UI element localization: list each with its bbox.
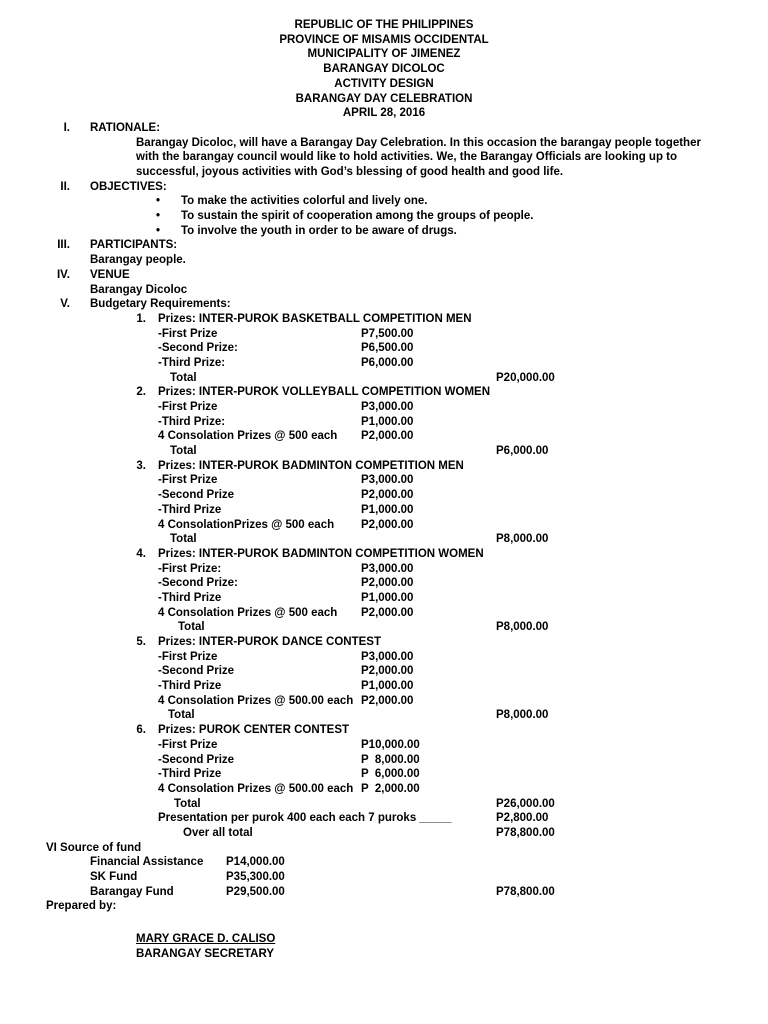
total-label: Total: [170, 371, 197, 384]
header-line: ACTIVITY DESIGN: [334, 77, 434, 90]
prize-line: [0, 753, 768, 768]
prize-amount: P10,000.00: [361, 738, 420, 751]
section-number: III.: [57, 239, 70, 252]
objective-item: [0, 224, 768, 239]
overall-total-line: [0, 826, 768, 841]
venue-text-row: [0, 283, 768, 298]
spacer: [0, 914, 768, 932]
header-line: MUNICIPALITY OF JIMENEZ: [307, 48, 461, 61]
header-line: PROVINCE OF MISAMIS OCCIDENTAL: [279, 33, 489, 46]
fund-amount: P29,500.00: [226, 885, 285, 898]
fund-total: P78,800.00: [496, 885, 555, 898]
prize-amount: P1,000.00: [361, 591, 414, 604]
total-amount: P8,000.00: [496, 533, 549, 546]
prize-amount: P2,000.00: [361, 518, 414, 531]
prize-amount: P 6,000.00: [361, 768, 420, 781]
total-label: Total: [170, 533, 197, 546]
prize-number: 4.: [136, 547, 146, 560]
total-amount: P6,000.00: [496, 445, 549, 458]
prize-label: -Second Prize:: [158, 577, 238, 590]
prize-line: [0, 576, 768, 591]
prize-title: Prizes: INTER-PUROK BASKETBALL COMPETITION MEN: [158, 312, 472, 325]
signatory-position-row: [0, 947, 768, 962]
signatory-name-row: [0, 932, 768, 947]
prepared-by-row: [0, 899, 768, 914]
prize-category-heading: [0, 312, 768, 327]
prize-line: [0, 473, 768, 488]
total-amount: P8,000.00: [496, 621, 549, 634]
header-line: APRIL 28, 2016: [342, 107, 426, 120]
fund-line: [0, 885, 768, 900]
prize-amount: P6,500.00: [361, 342, 414, 355]
prize-line: [0, 400, 768, 415]
section-title: RATIONALE:: [90, 121, 161, 134]
fund-label: Financial Assistance: [90, 856, 204, 869]
signatory-position: BARANGAY SECRETARY: [136, 947, 275, 960]
prize-total: [0, 444, 768, 459]
section-objectives-heading: [0, 180, 768, 195]
total-label: Total: [168, 709, 195, 722]
section-title: VENUE: [90, 268, 130, 281]
objective-item: [0, 194, 768, 209]
prize-line: [0, 562, 768, 577]
prize-label: -Third Prize:: [158, 415, 226, 428]
prize-label: 4 Consolation Prizes @ 500 each: [158, 606, 338, 619]
prize-line: [0, 664, 768, 679]
prize-category-heading: [0, 635, 768, 650]
objective-item: [0, 209, 768, 224]
prize-title: Prizes: INTER-PUROK DANCE CONTEST: [158, 636, 381, 649]
objective-text: To make the activities colorful and lively one.: [181, 195, 428, 208]
prize-category-heading: [0, 385, 768, 400]
bullet: •: [156, 210, 161, 223]
prize-number: 6.: [136, 724, 146, 737]
prize-title: Prizes: INTER-PUROK VOLLEYBALL COMPETITION WOMEN: [158, 386, 491, 399]
prize-label: 4 ConsolationPrizes @ 500 each: [158, 518, 335, 531]
prize-category-heading: [0, 459, 768, 474]
signatory-name: MARY GRACE D. CALISO: [136, 933, 276, 946]
prize-category-heading: [0, 547, 768, 562]
prize-amount: P3,000.00: [361, 650, 414, 663]
prize-title: Prizes: INTER-PUROK BADMINTON COMPETITION MEN: [158, 459, 464, 472]
prize-line: [0, 767, 768, 782]
prize-line: [0, 415, 768, 430]
overall-total-amount: P78,800.00: [496, 826, 555, 839]
section-rationale-heading: [0, 121, 768, 136]
prize-category-heading: [0, 723, 768, 738]
prize-label: -First Prize: [158, 474, 218, 487]
prize-label: -Third Prize: [158, 680, 222, 693]
document-page: [0, 18, 768, 961]
prize-number: 1.: [136, 312, 146, 325]
prize-amount: P6,000.00: [361, 356, 414, 369]
prize-total: [0, 797, 768, 812]
total-label: Total: [178, 621, 205, 634]
prize-amount: P1,000.00: [361, 415, 414, 428]
prize-title: Prizes: PUROK CENTER CONTEST: [158, 724, 350, 737]
prize-label: 4 Consolation Prizes @ 500.00 each: [158, 782, 354, 795]
prize-label: -Third Prize: [158, 503, 222, 516]
prize-title: Prizes: INTER-PUROK BADMINTON COMPETITION WOMEN: [158, 547, 484, 560]
prize-amount: P 2,000.00: [361, 782, 420, 795]
section-number: II.: [60, 180, 70, 193]
fund-amount: P14,000.00: [226, 856, 285, 869]
prize-line: [0, 738, 768, 753]
prize-amount: P2,000.00: [361, 430, 414, 443]
prize-line: [0, 591, 768, 606]
prize-label: 4 Consolation Prizes @ 500.00 each: [158, 694, 354, 707]
prize-line: [0, 429, 768, 444]
section-budget-heading: [0, 297, 768, 312]
section-venue-heading: [0, 268, 768, 283]
prize-line: [0, 694, 768, 709]
prize-label: -First Prize: [158, 650, 218, 663]
fund-amount: P35,300.00: [226, 871, 285, 884]
prize-label: -Third Prize:: [158, 356, 226, 369]
total-label: Total: [174, 797, 201, 810]
presentation-label: Presentation per purok 400 each each 7 puroks _____: [158, 812, 452, 825]
presentation-line: [0, 811, 768, 826]
prize-line: [0, 327, 768, 342]
prize-line: [0, 356, 768, 371]
prize-amount: P2,000.00: [361, 577, 414, 590]
prize-total: [0, 620, 768, 635]
prize-amount: P2,000.00: [361, 665, 414, 678]
prize-amount: P1,000.00: [361, 680, 414, 693]
header-line: REPUBLIC OF THE PHILIPPINES: [294, 19, 474, 31]
prize-line: [0, 503, 768, 518]
bullet: •: [156, 195, 161, 208]
prize-line: [0, 679, 768, 694]
objective-text: To sustain the spirit of cooperation among the groups of people.: [181, 210, 534, 223]
total-label: Total: [170, 445, 197, 458]
prize-total: [0, 532, 768, 547]
total-amount: P20,000.00: [496, 371, 555, 384]
prize-label: -Second Prize:: [158, 342, 238, 355]
section-title: OBJECTIVES:: [90, 180, 167, 193]
overall-total-label: Over all total: [183, 826, 253, 839]
prize-amount: P3,000.00: [361, 562, 414, 575]
prize-number: 3.: [136, 459, 146, 472]
section-number: V.: [60, 298, 70, 311]
prize-line: [0, 488, 768, 503]
prize-label: 4 Consolation Prizes @ 500 each: [158, 430, 338, 443]
section-title: VI Source of fund: [46, 841, 142, 854]
prize-amount: P1,000.00: [361, 503, 414, 516]
fund-line: [0, 870, 768, 885]
section-participants-heading: [0, 238, 768, 253]
rationale-text: Barangay Dicoloc, will have a Barangay Day Celebration. In this occasion the barangay people together with the barangay council would like to hold activities. We, the Barangay Officials are looking up to successful, joyous activities with God’s blessing of good health and good life.: [136, 136, 701, 179]
prize-total: [0, 708, 768, 723]
objective-text: To involve the youth in order to be aware of drugs.: [181, 224, 457, 237]
prize-amount: P2,000.00: [361, 489, 414, 502]
prize-total: [0, 371, 768, 386]
presentation-amount: P2,800.00: [496, 812, 549, 825]
prize-label: -First Prize:: [158, 562, 222, 575]
prize-amount: P7,500.00: [361, 327, 414, 340]
prize-label: -Second Prize: [158, 665, 235, 678]
fund-line: [0, 855, 768, 870]
prize-line: [0, 650, 768, 665]
fund-label: SK Fund: [90, 871, 138, 884]
prize-amount: P3,000.00: [361, 474, 414, 487]
prize-label: -Third Prize: [158, 591, 222, 604]
prize-amount: P2,000.00: [361, 606, 414, 619]
prize-label: -Second Prize: [158, 753, 235, 766]
prize-amount: P2,000.00: [361, 694, 414, 707]
prize-label: -Third Prize: [158, 768, 222, 781]
prize-amount: P 8,000.00: [361, 753, 420, 766]
section-number: I.: [63, 121, 70, 134]
prize-line: [0, 341, 768, 356]
prize-line: [0, 606, 768, 621]
prize-number: 5.: [136, 636, 146, 649]
participants-text-row: [0, 253, 768, 268]
prize-label: -Second Prize: [158, 489, 235, 502]
prize-label: -First Prize: [158, 327, 218, 340]
prepared-by-label: Prepared by:: [46, 900, 117, 913]
participants-text: Barangay people.: [90, 254, 186, 267]
section-source-of-fund-heading: [0, 841, 768, 856]
venue-text: Barangay Dicoloc: [90, 283, 188, 296]
document-header: [0, 18, 768, 121]
prize-amount: P3,000.00: [361, 401, 414, 414]
prize-line: [0, 518, 768, 533]
section-title: PARTICIPANTS:: [90, 239, 178, 252]
section-number: IV.: [56, 268, 70, 281]
prize-line: [0, 782, 768, 797]
prize-label: -First Prize: [158, 738, 218, 751]
header-line: BARANGAY DICOLOC: [323, 63, 445, 76]
header-line: BARANGAY DAY CELEBRATION: [295, 92, 473, 105]
prize-number: 2.: [136, 386, 146, 399]
fund-label: Barangay Fund: [90, 885, 174, 898]
total-amount: P8,000.00: [496, 709, 549, 722]
bullet: •: [156, 224, 161, 237]
section-title: Budgetary Requirements:: [90, 298, 231, 311]
prize-label: -First Prize: [158, 401, 218, 414]
total-amount: P26,000.00: [496, 797, 555, 810]
